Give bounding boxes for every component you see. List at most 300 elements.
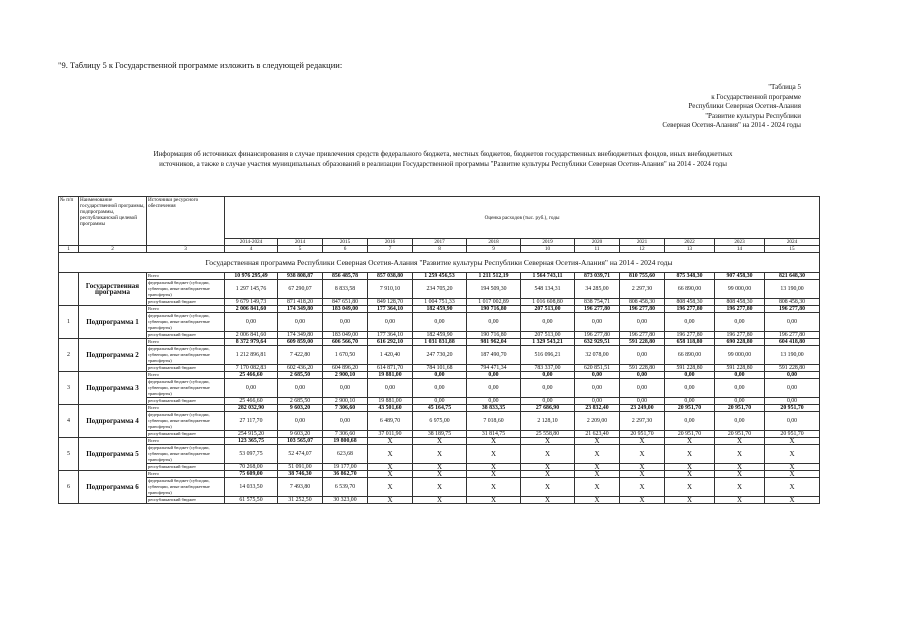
info-line: источников, а также в случае участия муниципальных образований в реализации Государственной программы "Развитие культуры Республики Северная Осетия-Алания" на 2014 - 2024 годы: [159, 159, 727, 168]
amount-cell: 591 228,80: [620, 365, 665, 372]
amount-cell: 907 458,30: [715, 273, 765, 280]
amount-cell: 2 900,10: [323, 398, 368, 405]
amount-cell: 20 951,70: [765, 405, 820, 412]
amount-cell: 9 603,20: [278, 431, 323, 438]
amount-cell: 0,00: [715, 398, 765, 405]
not-applicable-cell: X: [521, 471, 575, 478]
amount-cell: 45 164,75: [413, 405, 467, 412]
amount-cell: 31 814,75: [467, 431, 521, 438]
amount-cell: 2 006 841,60: [225, 332, 278, 339]
amount-cell: 783 337,00: [521, 365, 575, 372]
not-applicable-cell: X: [575, 464, 620, 471]
amount-cell: 282 032,90: [225, 405, 278, 412]
not-applicable-cell: X: [521, 478, 575, 497]
table-row: [59, 313, 820, 332]
appendix-line: "Таблица 5: [768, 83, 801, 91]
row-federal-label: федеральный бюджет (субсидии, субвенции, иные межбюджетные трансферты): [147, 313, 225, 332]
amount-cell: 7 910,10: [368, 280, 413, 299]
not-applicable-cell: X: [467, 445, 521, 464]
amount-cell: 36 862,70: [323, 471, 368, 478]
amount-cell: 808 458,30: [765, 299, 820, 306]
row-federal-label: федеральный бюджет (субсидии, субвенции, иные межбюджетные трансферты): [147, 346, 225, 365]
amount-cell: 690 228,80: [715, 339, 765, 346]
amount-cell: 0,00: [413, 313, 467, 332]
appendix-line: Республики Северная Осетия-Алания: [688, 102, 801, 110]
amount-cell: 1 017 002,89: [467, 299, 521, 306]
table-row: [59, 398, 820, 405]
amount-cell: 7 306,60: [323, 431, 368, 438]
not-applicable-cell: X: [521, 497, 575, 504]
amount-cell: 591 228,80: [715, 365, 765, 372]
amount-cell: 247 730,20: [413, 346, 467, 365]
amount-cell: 0,00: [521, 398, 575, 405]
not-applicable-cell: X: [765, 478, 820, 497]
amount-cell: 2 297,30: [620, 280, 665, 299]
amount-cell: 25 466,60: [225, 398, 278, 405]
row-number: 5: [59, 438, 79, 471]
not-applicable-cell: X: [665, 471, 715, 478]
row-program-name: Подпрограмма 1: [79, 306, 147, 339]
row-program-name: Подпрограмма 5: [79, 438, 147, 471]
amount-cell: 609 859,00: [278, 339, 323, 346]
amount-cell: 0,00: [765, 379, 820, 398]
amount-cell: 821 648,30: [765, 273, 820, 280]
row-federal-label: федеральный бюджет (субсидии, субвенции, иные межбюджетные трансферты): [147, 379, 225, 398]
amount-cell: 207 513,00: [521, 332, 575, 339]
not-applicable-cell: X: [467, 471, 521, 478]
amount-cell: 2 685,50: [278, 372, 323, 379]
amount-cell: 53 097,75: [225, 445, 278, 464]
amount-cell: 190 716,80: [467, 332, 521, 339]
amount-cell: 0,00: [665, 313, 715, 332]
amount-cell: 10 976 295,49: [225, 273, 278, 280]
header-column-number: 13: [665, 246, 715, 253]
table-row: [59, 379, 820, 398]
not-applicable-cell: X: [368, 478, 413, 497]
header-column-number: 7: [368, 246, 413, 253]
header-column-number: 14: [715, 246, 765, 253]
amount-cell: 0,00: [467, 313, 521, 332]
table-row: [59, 412, 820, 431]
row-total-label: Всего: [147, 306, 225, 313]
amount-cell: 196 277,80: [765, 332, 820, 339]
amount-cell: 20 951,70: [715, 405, 765, 412]
not-applicable-cell: X: [620, 497, 665, 504]
amount-cell: 810 755,60: [620, 273, 665, 280]
table-row: [59, 471, 820, 478]
table-row: [59, 445, 820, 464]
amount-cell: 9 603,20: [278, 405, 323, 412]
amount-cell: 838 754,71: [575, 299, 620, 306]
amount-cell: 196 277,80: [620, 332, 665, 339]
amount-cell: 7 422,80: [278, 346, 323, 365]
amount-cell: 784 101,68: [413, 365, 467, 372]
header-year: 2015: [323, 239, 368, 246]
amount-cell: 602 436,20: [278, 365, 323, 372]
amount-cell: 196 277,80: [665, 306, 715, 313]
row-number: 3: [59, 372, 79, 405]
not-applicable-cell: X: [413, 497, 467, 504]
header-year: 2014-2024: [225, 239, 278, 246]
header-year: 2020: [575, 239, 620, 246]
amount-cell: 614 871,70: [368, 365, 413, 372]
not-applicable-cell: X: [368, 445, 413, 464]
amount-cell: 27 117,70: [225, 412, 278, 431]
not-applicable-cell: X: [715, 464, 765, 471]
amount-cell: 234 705,20: [413, 280, 467, 299]
amount-cell: 196 277,80: [715, 332, 765, 339]
amount-cell: 7 493,80: [278, 478, 323, 497]
amount-cell: 604 418,80: [765, 339, 820, 346]
header-name: Наименование государственной программы, подпрограммы, республиканской целевой программы: [79, 197, 147, 246]
header-year: 2021: [620, 239, 665, 246]
amount-cell: 187 490,70: [467, 346, 521, 365]
table-row: [59, 299, 820, 306]
row-republic-label: республиканский бюджет: [147, 299, 225, 306]
amount-cell: 75 609,00: [225, 471, 278, 478]
amount-cell: 13 190,00: [765, 280, 820, 299]
not-applicable-cell: X: [368, 464, 413, 471]
amount-cell: 875 348,30: [665, 273, 715, 280]
amount-cell: 616 292,10: [368, 339, 413, 346]
row-republic-label: республиканский бюджет: [147, 398, 225, 405]
row-federal-label: федеральный бюджет (субсидии, субвенции, иные межбюджетные трансферты): [147, 280, 225, 299]
row-republic-label: республиканский бюджет: [147, 365, 225, 372]
amount-cell: 1 564 743,11: [521, 273, 575, 280]
amount-cell: 20 951,70: [665, 405, 715, 412]
amount-cell: 0,00: [575, 313, 620, 332]
row-program-name: Государственная программа: [79, 273, 147, 306]
amount-cell: 32 078,00: [575, 346, 620, 365]
not-applicable-cell: X: [413, 464, 467, 471]
amount-cell: 606 566,70: [323, 339, 368, 346]
table-row: [59, 478, 820, 497]
amount-cell: 99 000,00: [715, 280, 765, 299]
amount-cell: 70 268,00: [225, 464, 278, 471]
amount-cell: 1 670,50: [323, 346, 368, 365]
header-column-number: 1: [59, 246, 79, 253]
amount-cell: 1 031 831,88: [413, 339, 467, 346]
not-applicable-cell: X: [765, 445, 820, 464]
table-row: [59, 365, 820, 372]
row-total-label: Всего: [147, 405, 225, 412]
amount-cell: 34 285,00: [575, 280, 620, 299]
amount-cell: 6 539,70: [323, 478, 368, 497]
amount-cell: 13 190,00: [765, 346, 820, 365]
amount-cell: 857 038,80: [368, 273, 413, 280]
amount-cell: 61 575,50: [225, 497, 278, 504]
amount-cell: 182 459,90: [413, 332, 467, 339]
header-year: 2022: [665, 239, 715, 246]
header-year: 2019: [521, 239, 575, 246]
amount-cell: 177 364,10: [368, 306, 413, 313]
amount-cell: 25 558,80: [521, 431, 575, 438]
amount-cell: 0,00: [765, 412, 820, 431]
amount-cell: 0,00: [413, 398, 467, 405]
amount-cell: 871 418,20: [278, 299, 323, 306]
not-applicable-cell: X: [521, 438, 575, 445]
amount-cell: 2 900,10: [323, 372, 368, 379]
appendix-line: к Государственной программе: [711, 92, 801, 101]
info-line: Информация об источниках финансирования в случае привлечения средств федерального бюджета, местных бюджетов, бюджетов государственных внебюджетных фондов, иных внебюджетных: [153, 150, 733, 158]
header-year: 2024: [765, 239, 820, 246]
amount-cell: 0,00: [467, 379, 521, 398]
amount-cell: 9 679 149,73: [225, 299, 278, 306]
amount-cell: 0,00: [368, 313, 413, 332]
appendix-line: "Развитие культуры Республики: [705, 111, 801, 120]
row-republic-label: республиканский бюджет: [147, 497, 225, 504]
amount-cell: 0,00: [715, 412, 765, 431]
not-applicable-cell: X: [665, 497, 715, 504]
table-row: [59, 306, 820, 313]
amount-cell: 196 277,80: [715, 306, 765, 313]
amount-cell: 52 474,07: [278, 445, 323, 464]
amount-cell: 0,00: [323, 412, 368, 431]
amount-cell: 0,00: [620, 313, 665, 332]
amount-cell: 20 951,70: [665, 431, 715, 438]
not-applicable-cell: X: [467, 497, 521, 504]
not-applicable-cell: X: [467, 478, 521, 497]
amount-cell: 0,00: [323, 379, 368, 398]
amount-cell: 0,00: [225, 379, 278, 398]
amount-cell: 37 011,90: [368, 431, 413, 438]
header-column-number: 5: [278, 246, 323, 253]
amount-cell: 794 471,34: [467, 365, 521, 372]
amount-cell: 66 890,00: [665, 280, 715, 299]
not-applicable-cell: X: [521, 445, 575, 464]
table-row: [59, 273, 820, 280]
amount-cell: 194 509,30: [467, 280, 521, 299]
amount-cell: 0,00: [575, 379, 620, 398]
amount-cell: 207 513,00: [521, 306, 575, 313]
amount-cell: 0,00: [225, 313, 278, 332]
not-applicable-cell: X: [765, 471, 820, 478]
row-federal-label: федеральный бюджет (субсидии, субвенции, иные межбюджетные трансферты): [147, 445, 225, 464]
amount-cell: 0,00: [620, 346, 665, 365]
amount-cell: 177 364,10: [368, 332, 413, 339]
amount-cell: 0,00: [278, 412, 323, 431]
amount-cell: 0,00: [521, 379, 575, 398]
row-federal-label: федеральный бюджет (субсидии, субвенции, иные межбюджетные трансферты): [147, 412, 225, 431]
not-applicable-cell: X: [620, 438, 665, 445]
row-program-name: Подпрограмма 4: [79, 405, 147, 438]
information-heading: [58, 150, 828, 169]
header-year: 2016: [368, 239, 413, 246]
amount-cell: 103 565,07: [278, 438, 323, 445]
amount-cell: 604 896,20: [323, 365, 368, 372]
table-row: [59, 497, 820, 504]
amount-cell: 196 277,80: [765, 306, 820, 313]
table-row: [59, 339, 820, 346]
not-applicable-cell: X: [413, 478, 467, 497]
amount-cell: 847 651,80: [323, 299, 368, 306]
appendix-line: Северная Осетия-Алания" на 2014 - 2024 годы: [662, 121, 801, 129]
amount-cell: 6 489,70: [368, 412, 413, 431]
amount-cell: 1 004 751,33: [413, 299, 467, 306]
amount-cell: 182 459,90: [413, 306, 467, 313]
header-column-number: 12: [620, 246, 665, 253]
amount-cell: 183 049,00: [323, 332, 368, 339]
row-republic-label: республиканский бюджет: [147, 332, 225, 339]
amount-cell: 0,00: [715, 313, 765, 332]
amount-cell: 19 177,00: [323, 464, 368, 471]
header-column-number: 3: [147, 246, 225, 253]
program-title: Государственная программа Республики Северная Осетия-Алания "Развитие культуры Республики Северная Осетия-Алания" на 2014 - 2024 годы: [59, 253, 820, 273]
not-applicable-cell: X: [368, 471, 413, 478]
amount-cell: 1 212 896,81: [225, 346, 278, 365]
header-year: 2018: [467, 239, 521, 246]
amount-cell: 8 833,58: [323, 280, 368, 299]
amount-cell: 7 018,60: [467, 412, 521, 431]
funding-table: [58, 196, 820, 504]
not-applicable-cell: X: [575, 471, 620, 478]
amount-cell: 38 189,75: [413, 431, 467, 438]
table-row: [59, 464, 820, 471]
amount-cell: 19 800,68: [323, 438, 368, 445]
amount-cell: 1 420,40: [368, 346, 413, 365]
table-row: [59, 431, 820, 438]
amount-cell: 196 277,80: [575, 306, 620, 313]
row-total-label: Всего: [147, 438, 225, 445]
not-applicable-cell: X: [368, 438, 413, 445]
row-federal-label: федеральный бюджет (субсидии, субвенции, иные межбюджетные трансферты): [147, 478, 225, 497]
not-applicable-cell: X: [620, 445, 665, 464]
amount-cell: 591 228,80: [765, 365, 820, 372]
amount-cell: 51 091,00: [278, 464, 323, 471]
amount-cell: 0,00: [521, 372, 575, 379]
amount-cell: 254 915,20: [225, 431, 278, 438]
header-year: 2023: [715, 239, 765, 246]
amount-cell: 0,00: [368, 379, 413, 398]
amount-cell: 0,00: [467, 372, 521, 379]
not-applicable-cell: X: [765, 497, 820, 504]
not-applicable-cell: X: [467, 438, 521, 445]
row-number: [59, 273, 79, 306]
amount-cell: 591 228,80: [665, 365, 715, 372]
amount-cell: 0,00: [620, 379, 665, 398]
amount-cell: 2 297,30: [620, 412, 665, 431]
not-applicable-cell: X: [665, 438, 715, 445]
not-applicable-cell: X: [575, 478, 620, 497]
header-num: № п/п: [59, 197, 79, 246]
amount-cell: 0,00: [765, 398, 820, 405]
row-total-label: Всего: [147, 372, 225, 379]
amount-cell: 981 962,04: [467, 339, 521, 346]
row-republic-label: республиканский бюджет: [147, 464, 225, 471]
amount-cell: 0,00: [665, 398, 715, 405]
header-year: 2017: [413, 239, 467, 246]
amount-cell: 190 716,80: [467, 306, 521, 313]
amount-cell: 66 890,00: [665, 346, 715, 365]
amount-cell: 938 808,87: [278, 273, 323, 280]
amount-cell: 0,00: [765, 313, 820, 332]
table-row: [59, 332, 820, 339]
amount-cell: 1 211 512,19: [467, 273, 521, 280]
amount-cell: 20 951,70: [620, 431, 665, 438]
not-applicable-cell: X: [368, 497, 413, 504]
amount-cell: 19 881,00: [368, 398, 413, 405]
amount-cell: 25 466,60: [225, 372, 278, 379]
amount-cell: 873 039,71: [575, 273, 620, 280]
amount-cell: 623,68: [323, 445, 368, 464]
not-applicable-cell: X: [665, 464, 715, 471]
amount-cell: 808 458,30: [620, 299, 665, 306]
amount-cell: 2 006 841,60: [225, 306, 278, 313]
amount-cell: 31 252,50: [278, 497, 323, 504]
amount-cell: 123 365,75: [225, 438, 278, 445]
amount-cell: 0,00: [665, 372, 715, 379]
amount-cell: 43 501,60: [368, 405, 413, 412]
amount-cell: 1 297 145,76: [225, 280, 278, 299]
header-column-number: 15: [765, 246, 820, 253]
row-number: 2: [59, 339, 79, 372]
amount-cell: 0,00: [575, 372, 620, 379]
amount-cell: 632 929,51: [575, 339, 620, 346]
amount-cell: 658 118,80: [665, 339, 715, 346]
amount-cell: 0,00: [467, 398, 521, 405]
amount-cell: 20 951,70: [715, 431, 765, 438]
amount-cell: 27 686,90: [521, 405, 575, 412]
amount-cell: 808 458,30: [715, 299, 765, 306]
amount-cell: 174 349,80: [278, 332, 323, 339]
amount-cell: 0,00: [575, 398, 620, 405]
amount-cell: 0,00: [413, 372, 467, 379]
table-row: [59, 346, 820, 365]
header-year: 2014: [278, 239, 323, 246]
row-program-name: Подпрограмма 2: [79, 339, 147, 372]
not-applicable-cell: X: [575, 438, 620, 445]
amount-cell: 516 096,21: [521, 346, 575, 365]
amount-cell: 38 746,30: [278, 471, 323, 478]
amount-cell: 7 306,60: [323, 405, 368, 412]
not-applicable-cell: X: [620, 471, 665, 478]
intro-text: "9. Таблицу 5 к Государственной программе изложить в следующей редакции:: [58, 60, 343, 70]
amount-cell: 99 000,00: [715, 346, 765, 365]
not-applicable-cell: X: [620, 478, 665, 497]
header-estimate: Оценка расходов (тыс. руб.), годы: [225, 197, 820, 239]
amount-cell: 808 458,30: [665, 299, 715, 306]
row-total-label: Всего: [147, 273, 225, 280]
header-source: Источники ресурсного обеспечения: [147, 197, 225, 246]
amount-cell: 0,00: [620, 372, 665, 379]
amount-cell: 23 249,00: [620, 405, 665, 412]
amount-cell: 1 016 608,80: [521, 299, 575, 306]
amount-cell: 849 128,70: [368, 299, 413, 306]
amount-cell: 2 128,10: [521, 412, 575, 431]
header-column-number: 8: [413, 246, 467, 253]
not-applicable-cell: X: [575, 497, 620, 504]
amount-cell: 0,00: [765, 372, 820, 379]
row-republic-label: республиканский бюджет: [147, 431, 225, 438]
not-applicable-cell: X: [575, 445, 620, 464]
amount-cell: 0,00: [715, 372, 765, 379]
amount-cell: 20 951,70: [765, 431, 820, 438]
amount-cell: 23 832,40: [575, 405, 620, 412]
not-applicable-cell: X: [521, 464, 575, 471]
amount-cell: 0,00: [323, 313, 368, 332]
amount-cell: 1 329 543,21: [521, 339, 575, 346]
amount-cell: 196 277,80: [620, 306, 665, 313]
not-applicable-cell: X: [715, 445, 765, 464]
not-applicable-cell: X: [715, 438, 765, 445]
row-number: 1: [59, 306, 79, 339]
header-column-number: 10: [521, 246, 575, 253]
amount-cell: 38 833,35: [467, 405, 521, 412]
not-applicable-cell: X: [715, 478, 765, 497]
amount-cell: 0,00: [278, 379, 323, 398]
amount-cell: 0,00: [715, 379, 765, 398]
amount-cell: 2 685,50: [278, 398, 323, 405]
